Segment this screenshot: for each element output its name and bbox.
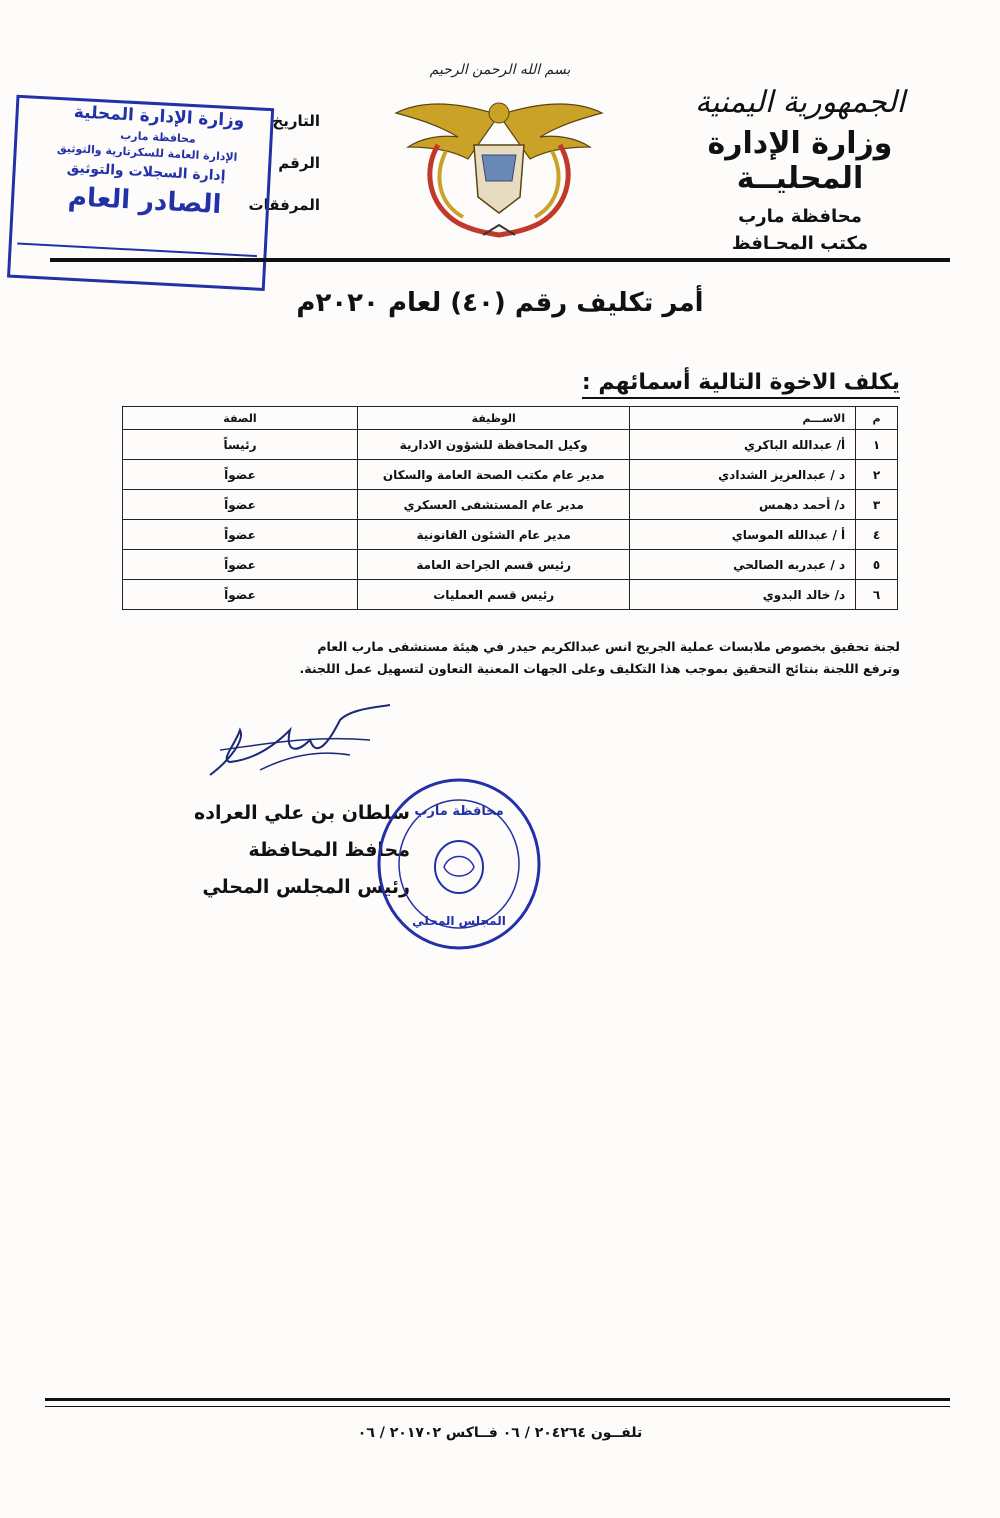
office-name: مكتب المحـافظ bbox=[731, 233, 869, 254]
row-job: مدير عام المستشفى العسكري bbox=[357, 490, 630, 520]
stamp-line5: الصادر العام bbox=[67, 182, 223, 221]
document-title: أمر تكليف رقم (٤٠) لعام ٢٠٢٠م bbox=[296, 288, 704, 318]
row-job: رئيس قسم الجراحة العامة bbox=[357, 550, 630, 580]
attachments-label: المرفقات bbox=[248, 196, 320, 214]
paragraph-line-1: لجنة تحقيق بخصوص ملابسات عملية الجريح انس عبدالكريم حيدر في هيئة مستشفى مارب العام bbox=[317, 639, 900, 654]
footer-divider bbox=[45, 1398, 950, 1401]
governorate-name: محافظة مارب bbox=[738, 206, 862, 227]
yemen-emblem-icon bbox=[388, 85, 610, 245]
table-row bbox=[123, 490, 898, 520]
table-row bbox=[123, 460, 898, 490]
basmala: بسم الله الرحمن الرحيم bbox=[429, 62, 571, 78]
row-role: عضواً bbox=[123, 580, 358, 610]
row-name: د/ أحمد دهمس bbox=[630, 490, 856, 520]
stamp-line2: محافظة مارب bbox=[119, 128, 197, 146]
header-role: الصفة bbox=[123, 407, 358, 430]
row-name: د / عبدربه الصالحي bbox=[630, 550, 856, 580]
row-name: أ / عبدالله الموساي bbox=[630, 520, 856, 550]
row-job: رئيس قسم العمليات bbox=[357, 580, 630, 610]
row-role: عضواً bbox=[123, 490, 358, 520]
seal-inner-text: المجلس المحلي bbox=[412, 914, 506, 928]
header-job: الوظيفة bbox=[357, 407, 630, 430]
row-num: ٤ bbox=[856, 520, 898, 550]
row-num: ٥ bbox=[856, 550, 898, 580]
table-row bbox=[123, 430, 898, 460]
row-name: د/ خالد البدوي bbox=[630, 580, 856, 610]
row-num: ٣ bbox=[856, 490, 898, 520]
signatory-position-1: محافظ المحافظة bbox=[248, 839, 410, 862]
members-table bbox=[122, 406, 898, 610]
signature-icon bbox=[200, 700, 400, 790]
row-num: ١ bbox=[856, 430, 898, 460]
ref-label: الرقم bbox=[278, 154, 320, 172]
ministry-name: وزارة الإدارة المحليــة bbox=[707, 126, 893, 196]
stamp-line3: الإدارة العامة للسكرتارية والتوثيق bbox=[56, 141, 238, 164]
paragraph-line-2: وترفع اللجنة بنتائج التحقيق بموجب هذا التكليف وعلى الجهات المعنية التعاون لتسهيل عمل اللجنة. bbox=[299, 660, 900, 676]
row-name: د / عبدالعزيز الشدادي bbox=[630, 460, 856, 490]
row-job: مدير عام مكتب الصحة العامة والسكان bbox=[357, 460, 630, 490]
footer-divider-thin bbox=[45, 1406, 950, 1407]
row-role: رئيساً bbox=[123, 430, 358, 460]
row-role: عضواً bbox=[123, 550, 358, 580]
letterhead-right bbox=[650, 85, 950, 254]
row-role: عضواً bbox=[123, 520, 358, 550]
table-row bbox=[123, 520, 898, 550]
table-row bbox=[123, 550, 898, 580]
date-label: التاريخ bbox=[272, 112, 320, 130]
signatory-name: سلطان بن علي العراده bbox=[193, 802, 410, 824]
header-num: م bbox=[856, 407, 898, 430]
row-num: ٢ bbox=[856, 460, 898, 490]
outgoing-stamp bbox=[5, 93, 280, 297]
row-job: وكيل المحافظة للشؤون الادارية bbox=[357, 430, 630, 460]
row-job: مدير عام الشئون القانونية bbox=[357, 520, 630, 550]
assignment-paragraph bbox=[250, 636, 900, 680]
document-intro: يكلف الاخوة التالية أسمائهم : bbox=[582, 370, 900, 399]
table-header-row bbox=[123, 407, 898, 430]
table-row bbox=[123, 580, 898, 610]
header-divider bbox=[50, 258, 950, 262]
contact-footer: تلفــون ٢٠٤٢٦٤ / ٠٦ فــاكس ٢٠١٧٠٢ / ٠٦ bbox=[357, 1425, 643, 1441]
row-num: ٦ bbox=[856, 580, 898, 610]
row-role: عضواً bbox=[123, 460, 358, 490]
official-seal-icon bbox=[374, 775, 544, 953]
republic-name: الجمهورية اليمنية bbox=[694, 85, 906, 120]
seal-outer-text: محافظة مارب bbox=[414, 804, 504, 819]
row-name: أ/ عبدالله الباكري bbox=[630, 430, 856, 460]
signatory-position-2: رئيس المجلس المحلي bbox=[202, 876, 410, 899]
stamp-line4: إدارة السجلات والتوثيق bbox=[66, 160, 226, 185]
header-name: الاســـم bbox=[630, 407, 856, 430]
stamp-line1: وزارة الإدارة المحلية bbox=[73, 102, 245, 132]
